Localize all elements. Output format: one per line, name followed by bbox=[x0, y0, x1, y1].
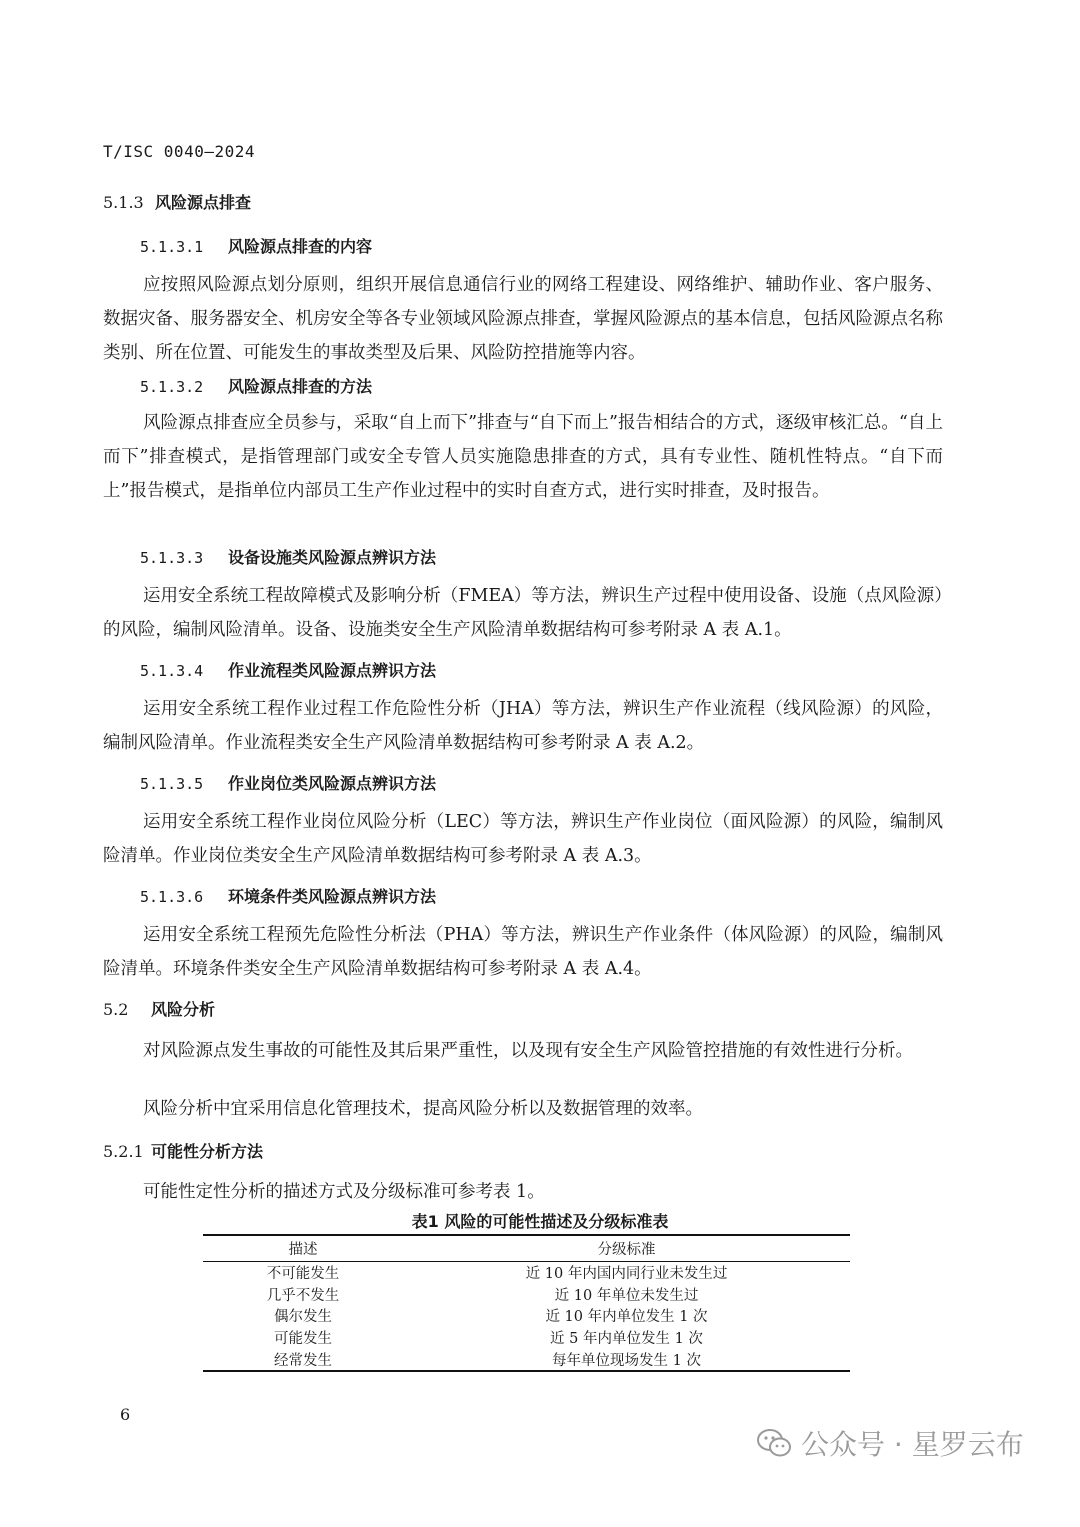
section-heading-5-1-3-5 bbox=[140, 771, 436, 794]
section-title: 风险源点排查 bbox=[155, 193, 252, 212]
section-title: 可能性分析方法 bbox=[151, 1142, 264, 1161]
column-header-description: 描述 bbox=[203, 1235, 403, 1262]
table-cell-description: 可能发生 bbox=[274, 1331, 332, 1348]
table-cell-description: 几乎不发生 bbox=[266, 1287, 340, 1304]
paragraph-5-1-3-2: 风险源点排查应全员参与，采取“自上而下”排查与“自下而上”报告相结合的方式，逐级审核汇总。“自上而下”排查模式，是指管理部门或安全专管人员实施隐患排查的方式，具有专业性、随机性特点。“自下而上”报告模式，是指单位内部员工生产作业过程中的实时自查方式，进行实时排查，及时报告。 bbox=[103, 413, 943, 501]
document-number: T/ISC 0040—2024 bbox=[103, 142, 255, 161]
watermark bbox=[757, 1423, 1024, 1463]
table-cell-description: 偶尔发生 bbox=[274, 1309, 332, 1326]
table-cell-standard: 近 10 年单位未发生过 bbox=[554, 1287, 699, 1304]
table-cell-standard: 近 5 年内单位发生 1 次 bbox=[550, 1331, 703, 1348]
section-heading-5-2 bbox=[103, 997, 215, 1020]
section-number: 5.1.3.6 bbox=[140, 888, 204, 906]
section-number: 5.1.3.2 bbox=[140, 378, 204, 396]
section-number: 5.1.3.4 bbox=[140, 662, 204, 680]
wechat-icon bbox=[757, 1428, 791, 1458]
section-number: 5.2 bbox=[103, 1000, 129, 1019]
table-row bbox=[203, 1305, 850, 1327]
likelihood-table bbox=[203, 1234, 850, 1372]
section-number: 5.1.3.3 bbox=[140, 549, 204, 567]
section-heading-5-2-1 bbox=[103, 1139, 263, 1162]
section-title: 环境条件类风险源点辨识方法 bbox=[228, 887, 437, 906]
section-title: 作业岗位类风险源点辨识方法 bbox=[228, 774, 437, 793]
section-number: 5.2.1 bbox=[103, 1142, 144, 1161]
section-heading-5-1-3-6 bbox=[140, 884, 436, 907]
section-heading-5-1-3-3 bbox=[140, 545, 436, 568]
section-title: 风险源点排查的方法 bbox=[228, 377, 373, 396]
watermark-text: 公众号 · 星罗云布 bbox=[801, 1428, 1024, 1461]
paragraph-5-1-3-3: 运用安全系统工程故障模式及影响分析（FMEA）等方法，辨识生产过程中使用设备、设施（点风险源）的风险，编制风险清单。设备、设施类安全生产风险清单数据结构可参考附录 A 表 A.1。 bbox=[103, 586, 943, 640]
table-row bbox=[203, 1348, 850, 1371]
section-heading-5-1-3-2 bbox=[140, 374, 372, 397]
section-title: 风险分析 bbox=[151, 1000, 216, 1019]
table-cell-description: 经常发生 bbox=[203, 1348, 403, 1371]
paragraph-5-2-b: 风险分析中宜采用信息化管理技术，提高风险分析以及数据管理的效率。 bbox=[143, 1099, 703, 1119]
table-row bbox=[203, 1327, 850, 1349]
table-row bbox=[203, 1284, 850, 1306]
section-number: 5.1.3 bbox=[103, 193, 144, 212]
section-heading-5-1-3-1 bbox=[140, 234, 372, 257]
paragraph-5-2-a: 对风险源点发生事故的可能性及其后果严重性，以及现有安全生产风险管控措施的有效性进行分析。 bbox=[143, 1041, 913, 1061]
section-number: 5.1.3.5 bbox=[140, 775, 204, 793]
section-number: 5.1.3.1 bbox=[140, 238, 204, 256]
paragraph-5-1-3-4: 运用安全系统工程作业过程工作危险性分析（JHA）等方法，辨识生产作业流程（线风险源）的风险，编制风险清单。作业流程类安全生产风险清单数据结构可参考附录 A 表 A.2。 bbox=[103, 699, 943, 753]
table-cell-standard: 近 10 年内国内同行业未发生过 bbox=[525, 1266, 728, 1283]
page-number: 6 bbox=[120, 1405, 131, 1424]
table-cell-description: 不可能发生 bbox=[266, 1266, 340, 1283]
paragraph-5-1-3-5: 运用安全系统工程作业岗位风险分析（LEC）等方法，辨识生产作业岗位（面风险源）的风险，编制风险清单。作业岗位类安全生产风险清单数据结构可参考附录 A 表 A.3。 bbox=[103, 812, 943, 866]
section-heading-5-1-3 bbox=[103, 190, 251, 213]
table-cell-standard: 每年单位现场发生 1 次 bbox=[403, 1348, 850, 1371]
section-title: 作业流程类风险源点辨识方法 bbox=[228, 661, 437, 680]
section-title: 设备设施类风险源点辨识方法 bbox=[228, 548, 437, 567]
table-row bbox=[203, 1262, 850, 1284]
paragraph-5-2-1: 可能性定性分析的描述方式及分级标准可参考表 1。 bbox=[143, 1182, 545, 1202]
paragraph-5-1-3-1: 应按照风险源点划分原则，组织开展信息通信行业的网络工程建设、网络维护、辅助作业、客户服务、数据灾备、服务器安全、机房安全等各专业领域风险源点排查，掌握风险源点的基本信息，包括风险源点名称类别、所在位置、可能发生的事故类型及后果、风险防控措施等内容。 bbox=[103, 275, 943, 363]
table-caption: 表1 风险的可能性描述及分级标准表 bbox=[411, 1212, 669, 1231]
section-heading-5-1-3-4 bbox=[140, 658, 436, 681]
section-title: 风险源点排查的内容 bbox=[228, 237, 373, 256]
table-header-row bbox=[203, 1235, 850, 1262]
table-cell-standard: 近 10 年内单位发生 1 次 bbox=[545, 1309, 708, 1326]
paragraph-5-1-3-6: 运用安全系统工程预先危险性分析法（PHA）等方法，辨识生产作业条件（体风险源）的风险，编制风险清单。环境条件类安全生产风险清单数据结构可参考附录 A 表 A.4。 bbox=[103, 925, 943, 979]
column-header-grading-standard: 分级标准 bbox=[403, 1235, 850, 1262]
